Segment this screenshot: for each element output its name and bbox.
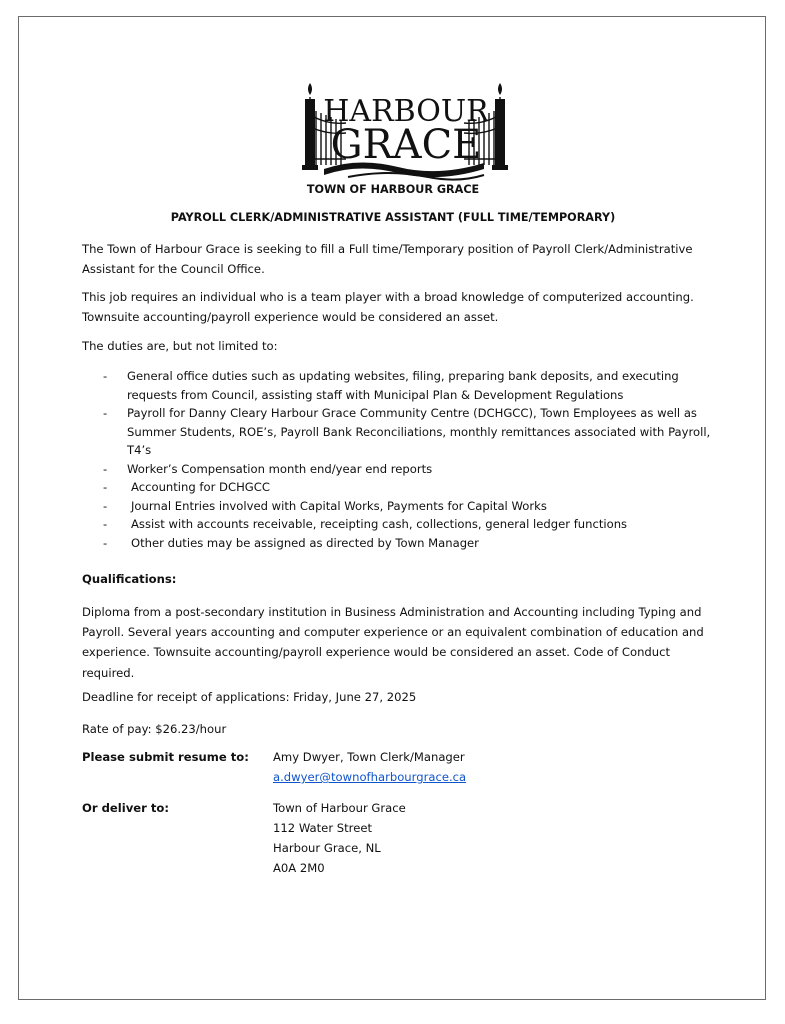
address-line: 112 Water Street [273,821,372,835]
qualifications-title: Qualifications: [82,572,177,586]
duty-text: Accounting for DCHGCC [131,480,270,494]
duty-text: Worker’s Compensation month end/year end reports [127,461,433,476]
duty-text: Assist with accounts receivable, receipting cash, collections, general ledger functions [131,517,628,531]
rate-of-pay: Rate of pay: $26.23/hour [82,722,227,736]
duty-text: Payroll for Danny Cleary Harbour Grace Community Centre (DCHGCC), Town Employees as well as Summer Students, ROE’s, Payroll Bank Reconciliations, monthly remittances associated with Payroll, T4’s [127,406,711,457]
address-line: Harbour Grace, NL [273,841,381,855]
address-line: A0A 2M0 [273,861,325,875]
harbour-grace-logo [288,79,522,184]
list-item [103,497,723,516]
submit-resume-section [82,747,722,791]
deadline-text: Deadline for receipt of applications: Friday, June 27, 2025 [82,690,417,704]
duty-text: Other duties may be assigned as directed by Town Manager [131,535,479,550]
duty-text: Journal Entries involved with Capital Works, Payments for Capital Works [131,498,547,513]
dash-bullet: - [103,369,108,383]
dash-bullet: - [103,461,108,476]
list-item [103,515,723,534]
address-line: Town of Harbour Grace [273,801,406,815]
document-page [18,16,766,1000]
logo-graphic [288,79,522,184]
deliver-label: Or deliver to: [82,801,170,815]
duty-text: General office duties such as updating websites, filing, preparing bank deposits, and executing requests from Council, assisting staff with Municipal Plan & Development Regulations [127,369,679,402]
deliver-section [82,798,722,888]
intro-paragraph: The Town of Harbour Grace is seeking to fill a Full time/Temporary position of Payroll Clerk/Administrative Assistant for the Council Office. [82,242,693,276]
duties-intro: The duties are, but not limited to: [82,339,278,353]
contact-name: Amy Dwyer, Town Clerk/Manager [273,750,465,764]
list-item [103,367,723,404]
qualifications-paragraph: Diploma from a post-secondary institution in Business Administration and Accounting including Typing and Payroll. Several years accounting and computer experience or an equivalent combination of education and experience. Townsuite accounting/payroll experience would be considered an asset. Code of Conduct required. [82,605,704,680]
logo-line2: GRACE [330,122,482,168]
list-item [103,404,723,460]
position-heading: PAYROLL CLERK/ADMINISTRATIVE ASSISTANT (FULL TIME/TEMPORARY) [170,211,616,224]
dash-bullet: - [103,480,108,494]
list-item [103,534,723,553]
requirements-paragraph: This job requires an individual who is a team player with a broad knowledge of computerized accounting. Townsuite accounting/payroll experience would be considered an asset. [82,290,694,324]
list-item [103,478,723,497]
list-item [103,460,723,479]
email-link[interactable]: a.dwyer@townofharbourgrace.ca [273,770,467,784]
duties-list [103,367,723,552]
dash-bullet: - [103,535,108,550]
dash-bullet: - [103,406,108,420]
submit-label: Please submit resume to: [82,750,249,764]
org-heading: TOWN OF HARBOUR GRACE [306,183,480,196]
dash-bullet: - [103,498,108,513]
dash-bullet: - [103,517,108,531]
logo-line1: HARBOUR [323,94,489,129]
